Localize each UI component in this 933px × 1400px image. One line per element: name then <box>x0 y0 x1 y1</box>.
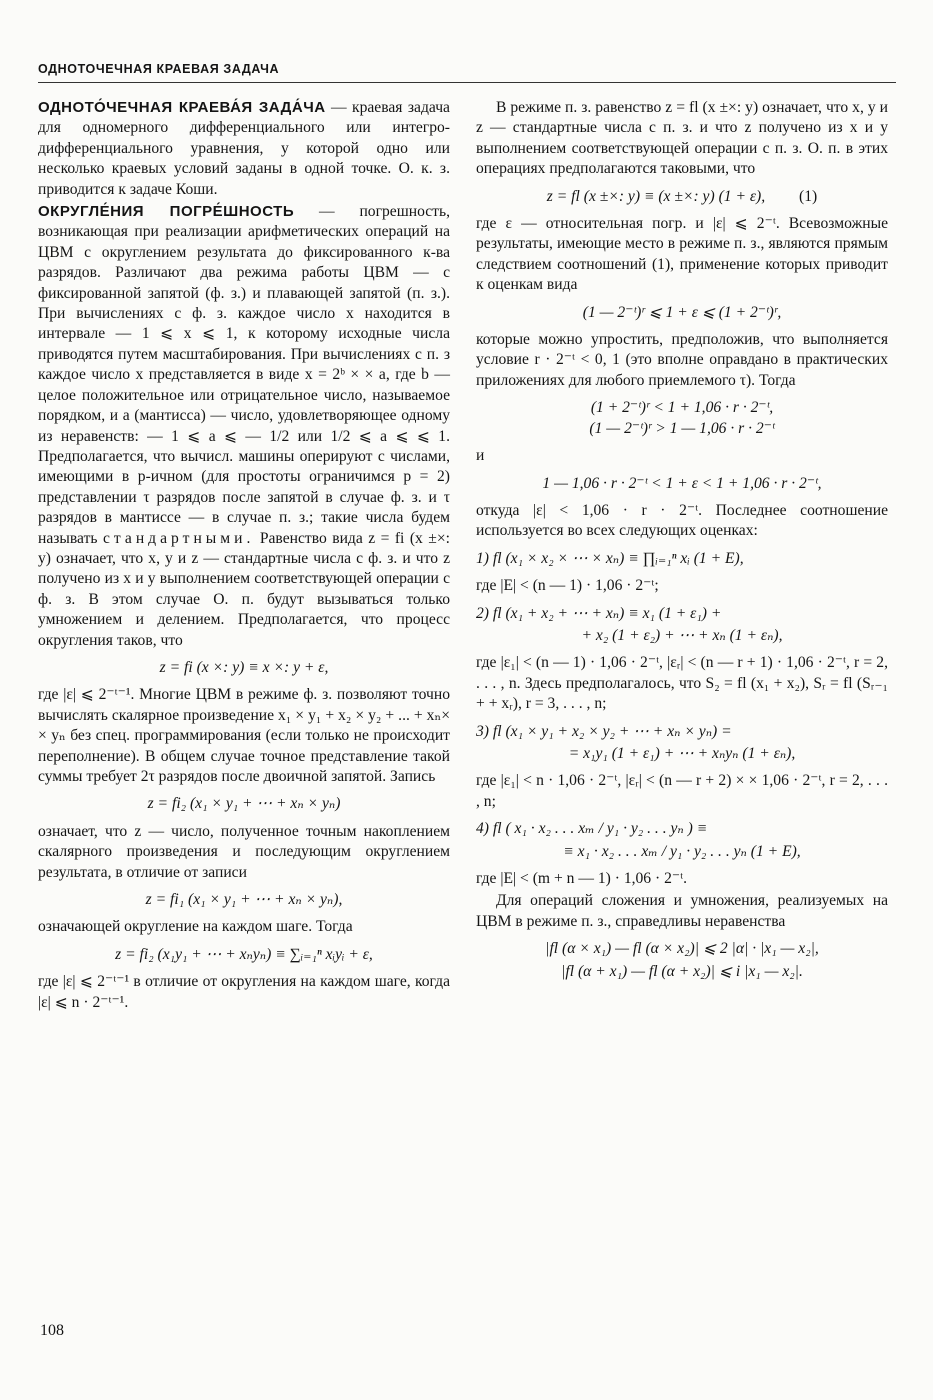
page-number: 108 <box>40 1322 64 1339</box>
paragraph: означает, что z — число, полученное точным накоплением скалярного произведения и последующим округлением результата, в отличие от записи <box>38 822 450 881</box>
article-2-body: — погрешность, возникающая при реализации арифметических операций на ЦВМ с округлением результата до фиксированного к-ва разрядов. Различают два режима работы ЦВМ — с фиксированной запятой (ф. з.) и плавающей запятой (п. з.). При вычислениях с ф. з. каждое число x находится в интервале — 1 ⩽ x ⩽ 1, к которому исходные числа приводятся путем масштабирования. При вычислениях с п. з каждое число x представляется в виде x = 2ᵇ × × a, где b — целое положительное или отрицательное число, называемое порядком, и a (мантисса) — число, удовлетворяющее одному из неравенств: — 1 ⩽ a ⩽ — 1/2 или 1/2 ⩽ a ⩽ ⩽ 1. Предполагается, что вычисл. машины оперируют с числами, имеющими в p-ичном (для простоты ограничимся p = 2) представлении τ разрядов после запятой в случае ф. з. и τ разрядов в мантиссе — в случае п. з.; такие числа будем называть <box>38 203 450 547</box>
formula-scalar-2: = x₁y₁ (1 + ε₁) + ⋯ + xₙyₙ (1 + εₙ), <box>568 744 796 762</box>
formula-fi-mult: z = fi (x ×: y) ≡ x ×: y + ε, <box>159 658 329 676</box>
article-1-body: — краевая задача для одномерного дифференциального или интегро-дифференциального уравнения, у которой одно или несколько краевых условий заданы в одной точке. О. к. з. приводится к задаче Коши. <box>38 99 450 198</box>
paragraph: Для операций сложения и умножения, реализуемых на ЦВМ в режиме п. з., справедливы неравенства <box>476 892 888 930</box>
paragraph: где ε — относительная погр. и |ε| ⩽ 2⁻ᵗ. Всевозможные результаты, имеющие место в режиме п. з., являются прямым следствием соотношений (1), применение которых приводит к оценкам вида <box>476 215 888 294</box>
formula-number: (1) <box>799 187 818 205</box>
paragraph: где |ε₁| < (n — 1) · 1,06 · 2⁻ᵗ, |εᵣ| < (n — r + 1) · 1,06 · 2⁻ᵗ, r = 2, . . . , n. Здесь предполагалось, что S₂ = fl (x₁ + x₂), Sᵣ = fl (Sᵣ₋₁ + + xᵣ), r = 3, . . . , n; <box>476 654 888 713</box>
formula-1 <box>476 187 888 207</box>
article-2 <box>38 202 450 651</box>
running-header: ОДНОТОЧЕЧНАЯ КРАЕВАЯ ЗАДАЧА <box>38 62 280 76</box>
formula-ineq-add: |fl (α + x₁) — fl (α + x₂)| ⩽ i |x₁ — x₂|. <box>561 962 803 980</box>
headword-2: ОКРУГЛЕ́НИЯ ПОГРЕ́ШНОСТЬ <box>38 203 295 221</box>
paragraph: где |E| < (n — 1) · 1,06 · 2⁻ᵗ; <box>476 577 659 595</box>
formula-fi2: z = fi₂ (x₁ × y₁ + ⋯ + xₙ × yₙ) <box>147 795 341 813</box>
conjunction: и <box>476 447 485 465</box>
article-2-body-cont: Равенство вида z = fi (x ±×: y) означает, что x, y и z — стандартные числа с ф. з. и что z получено из x и y выполнением соответствующей операции с ф. з. В этом случае О. п. будут вызываться только умножением и делением. Предполагается, что процесс округления таков, что <box>38 529 450 649</box>
formula-bounds: (1 — 2⁻ᵗ)ʳ ⩽ 1 + ε ⩽ (1 + 2⁻ᵗ)ʳ, <box>582 303 782 321</box>
paragraph: В режиме п. з. равенство z = fl (x ±×: y) означает, что x, y и z — стандартные числа с п. з. и что z получено из x и y выполнением соответствующей операции с п. з. О. п. в этих операциях предполагаются таковыми, что <box>476 99 888 178</box>
formula-quotient-1: 4) fl ( x₁ · x₂ . . . xₘ / y₁ · y₂ . . . yₙ ) ≡ <box>476 820 708 838</box>
formula-scalar-1: 3) fl (x₁ × y₁ + x₂ × y₂ + ⋯ + xₙ × yₙ) = <box>476 722 732 740</box>
formula-fi1: z = fi₁ (x₁ × y₁ + ⋯ + xₙ × yₙ), <box>145 891 343 909</box>
paragraph: где |E| < (m + n — 1) · 1,06 · 2⁻ᵗ. <box>476 870 688 887</box>
left-column <box>38 98 450 1015</box>
header-rule <box>38 82 896 83</box>
article-1 <box>38 98 450 200</box>
paragraph: которые можно упростить, предположив, что выполняется условие r · 2⁻ᵗ < 0, 1 (это вполне оправдано в практических приложениях для любого приемлемого τ). Тогда <box>476 331 888 389</box>
formula-quotient-2: ≡ x₁ · x₂ . . . xₘ / y₁ · y₂ . . . yₙ (1 + E), <box>563 842 801 860</box>
paragraph: где |ε| ⩽ 2⁻ᵗ⁻¹ в отличие от округления на каждом шаге, когда |ε| ⩽ n · 2⁻ᵗ⁻¹. <box>38 973 450 1011</box>
formula-1-body: z = fl (x ±×: y) ≡ (x ±×: y) (1 + ε), <box>546 187 766 205</box>
right-column <box>476 98 888 989</box>
paragraph: где |ε₁| < n · 1,06 · 2⁻ᵗ, |εᵣ| < (n — r + 2) × × 1,06 · 2⁻ᵗ, r = 2, . . . , n; <box>476 772 888 810</box>
formula-product: 1) fl (x₁ × x₂ × ⋯ × xₙ) ≡ ∏ᵢ₌₁ⁿ xᵢ (1 + E), <box>476 549 744 567</box>
paragraph: где |ε| ⩽ 2⁻ᵗ⁻¹. Многие ЦВМ в режиме ф. з. позволяют точно вычислять скалярное произведение x₁ × y₁ + x₂ × y₂ + ... + xₙ× × yₙ без спец. программирования (если только не происходит переполнение). В общем случае точное представление такой суммы требует 2τ разрядов после двоичной запятой. Запись <box>38 686 450 785</box>
headword-1: ОДНОТО́ЧЕЧНАЯ КРАЕВА́Я ЗАДА́ЧА <box>38 99 326 116</box>
formula-ineq-mult: |fl (α × x₁) — fl (α × x₂)| ⩽ 2 |α| · |x₁ — x₂|, <box>545 940 819 958</box>
formula-epsilon-range: 1 — 1,06 · r · 2⁻ᵗ < 1 + ε < 1 + 1,06 · r · 2⁻ᵗ, <box>542 474 822 492</box>
spaced-term: стандартными. <box>102 529 255 547</box>
paragraph: означающей округление на каждом шаге. Тогда <box>38 918 353 936</box>
formula-sum-2: + x₂ (1 + ε₂) + ⋯ + xₙ (1 + εₙ), <box>581 626 783 644</box>
formula-sum: z = fi₂ (x₁y₁ + ⋯ + xₙyₙ) ≡ ∑ᵢ₌₁ⁿ xᵢyᵢ + ε, <box>115 945 373 963</box>
formula-upper: (1 + 2⁻ᵗ)ʳ < 1 + 1,06 · r · 2⁻ᵗ, <box>590 399 774 417</box>
formula-sum-1: 2) fl (x₁ + x₂ + ⋯ + xₙ) ≡ x₁ (1 + ε₁) + <box>476 604 722 622</box>
formula-lower: (1 — 2⁻ᵗ)ʳ > 1 — 1,06 · r · 2⁻ᵗ <box>589 419 775 437</box>
paragraph: откуда |ε| < 1,06 · r · 2⁻ᵗ. Последнее соотношение используется во всех следующих оценках: <box>476 501 888 540</box>
